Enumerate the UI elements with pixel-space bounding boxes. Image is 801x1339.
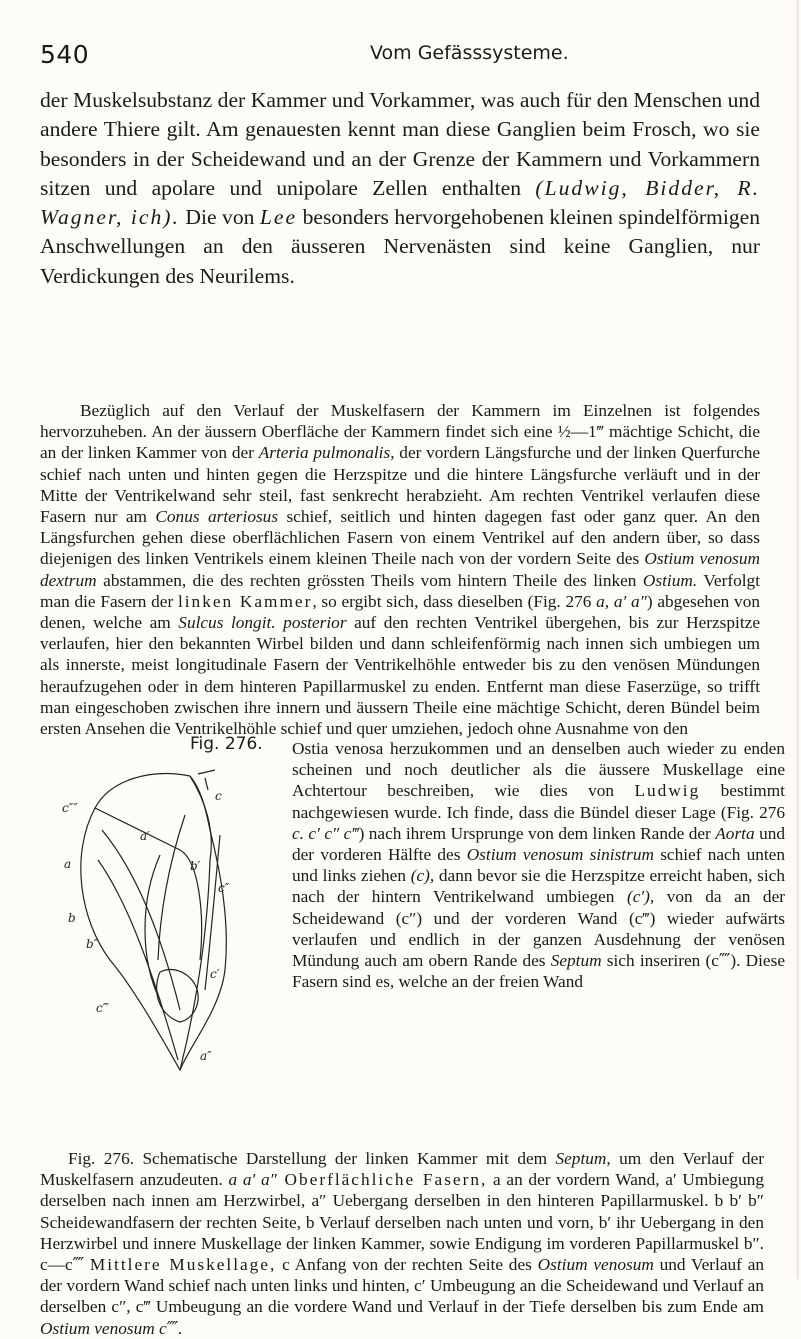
p2-text-6: , so ergibt sich, dass dieselben (Fig. 276 (312, 591, 597, 611)
page-edge (795, 0, 799, 1279)
p2-text-11: ) nach ihrem Ursprunge von dem linken Rande der (358, 823, 716, 843)
term-septum: Septum (550, 951, 602, 971)
fig-ref-c-single: (c), (410, 866, 435, 886)
diagram-outline (81, 770, 226, 1070)
term-sulcus: Sulcus longit. posterior (178, 613, 347, 633)
figure-label: Fig. 276. (190, 734, 263, 754)
author-lee: Lee (259, 205, 298, 230)
diagram-letters (62, 789, 230, 1063)
p2-text-13: schief nach unten und links ziehen (292, 845, 785, 886)
caption-ostium-venosum: Ostium venosum (537, 1255, 654, 1275)
fig-ref-a: a, a′ a″ (596, 591, 647, 611)
letter-a2: a″ (200, 1049, 212, 1063)
figure-caption (40, 1148, 764, 1339)
caption-ostium-end: Ostium venosum c⁗. (40, 1318, 183, 1338)
main-text-1: der Muskelsubstanz der Kammer und Vorkammer, was auch für den Menschen und andere Thiere gilt. Am genauesten kennt man diese Ganglien beim Frosch, wo sie besonders in der Scheidewand und an der Grenze der Kammern und Vorkammern sitzen und apolare und unipolare Zellen enthalten (40, 88, 760, 200)
letter-b2: b″ (86, 937, 99, 951)
p2-text-2: der vordern Längsfurche und der linken Querfurche schief nach unten und hinten gegen die Herzspitze und die hintere Längsfurche verläuft und in der Mitte der Ventrikelwand sehr steil, fast senkrecht herabzieht. Am rechten Ventrikel verlaufen diese Fasern nur am (40, 443, 760, 527)
letter-a1: a′ (140, 829, 150, 843)
p2-text-4: abstammen, die des rechten grössten Theils vom hintern Theile des linken (96, 570, 643, 590)
p2-text-10: bestimmt nachgewiesen wurde. Ich finde, dass die Bündel dieser Lage (Fig. 276 (292, 781, 785, 822)
p2-text-5: Verfolgt man die Fasern der (40, 570, 760, 611)
fig-ref-c1: (c′), (626, 887, 655, 907)
letter-c2: c″ (218, 881, 230, 895)
p2-text-12: und der vorderen Hälfte des (292, 823, 785, 865)
term-ostium-sinistrum: Ostium venosum sinistrum (466, 845, 654, 865)
letter-b: b (68, 911, 76, 925)
letter-b1: b′ (190, 859, 201, 873)
letter-c3: c‴ (96, 1001, 109, 1015)
p2-text-3: schief, seitlich und hinten dagegen fast oder ganz quer. An den Längsfurchen gehen diese oberflächlichen Fasern von einem Ventrikel auf den andern über, so dass diejenigen des linken Ventrikels einem kleinen Theile nach von der vordern Seite des (40, 507, 760, 569)
term-aorta: Aorta (715, 823, 755, 843)
author-ludwig: Ludwig (634, 781, 701, 801)
caption-text-5: und Verlauf an der vordern Wand schief nach unten links und hinten, c′ Umbeugung an die Scheidewand und Verlauf an derselben c″, c‴ Umbeugung an die vordere Wand und Verlauf in der Tiefe derselben bis zum Ende am (40, 1255, 765, 1317)
main-text-2: Die von (179, 205, 260, 230)
p2-text-9: herzukommen und an denselben auch wieder zu enden scheinen und noch deutlicher als die äussere Muskellage eine Achtertour beschreiben, wie dies von (292, 739, 785, 801)
term-linken-kammer: linken Kammer (177, 591, 313, 611)
caption-oberflaechliche: Oberflächliche Fasern, (276, 1170, 488, 1190)
term-conus-arteriosus: Conus arteriosus (155, 507, 279, 527)
p2-text-16: sich inseriren (c⁗). Diese Fasern sind es, welche an der freien Wand (292, 951, 785, 992)
fig-ref-c: c. c′ c″ c‴ (292, 823, 359, 843)
author-citation: (Ludwig, Bidder, R. Wagner, ich). (40, 175, 760, 230)
caption-septum: Septum, (555, 1149, 611, 1168)
letter-c4: c″″ (62, 801, 78, 815)
letter-c: c (215, 789, 222, 803)
term-arteria-pulmonalis: Arteria pulmonalis, (258, 443, 395, 463)
term-ostium-dextrum: Ostium venosum dextrum (40, 549, 760, 590)
caption-refs-a: a a′ a″ (228, 1170, 277, 1190)
caption-text-3: a an der vordern Wand, a′ Umbiegung derselben nach innen am Herzwirbel, a″ Uebergang derselben in den hinteren Papillarmuskel. b b′ b″ Scheidewandfasern der rechten Seite, b Verlauf derselben nach unten und vorn, b′ ihr Uebergang in den Herzwirbel und innere Muskellage der linken Kammer, sowie Endigung im vorderen Papillarmuskel b″. c—c⁗ (40, 1170, 765, 1275)
p2-text-8: auf den rechten Ventrikel übergehen, bis zur Herzspitze verlaufen, hier den bekannten Wirbel bilden und dann schleifenförmig nach innen sich umbiegen um als innerste, meist longitudinale Fasern der Ventrikelhöhle entweder bis zu den venösen Mündungen heraufzugehen oder in dem hinteren Papillarmuskel zu enden. Entfernt man diese Faserzüge, so trifft man eingeschoben zwischen ihre innern und äussern Theile eine mächtige Schicht, deren Bündel beim ersten Ansehen die Ventrikelhöhle schief und quer umziehen, jedoch ohne Ausnahme von den (40, 613, 760, 739)
p2-text-15: von da an der Scheidewand (c″) und der vorderen Wand (c‴) wieder aufwärts verlaufen und endlich in der ganzen Ausdehnung der venösen Mündung auch am obern Rande des (292, 887, 785, 971)
letter-a: a (64, 857, 72, 871)
figure-wrap (40, 734, 785, 1134)
letter-c1: c′ (210, 967, 220, 981)
caption-text-4: c Anfang von der rechten Seite des (276, 1255, 538, 1275)
page-number: 540 (40, 40, 90, 69)
caption-text-2: um den Verlauf der Muskelfasern anzudeuten. (40, 1149, 764, 1190)
term-ostia-venosa: Ostia venosa (292, 739, 384, 758)
main-paragraph (40, 86, 760, 291)
second-paragraph-top (40, 400, 760, 739)
figure-276 (40, 734, 292, 1134)
caption-mittlere: Mittlere Muskellage, (89, 1255, 277, 1275)
second-paragraph-wrap (292, 738, 785, 992)
running-title: Vom Gefässsysteme. (370, 42, 569, 64)
caption-text-1: Fig. 276. Schematische Darstellung der linken Kammer mit dem (68, 1149, 556, 1168)
heart-diagram (40, 760, 280, 1140)
main-text-3: besonders hervorgehobenen kleinen spindelförmigen Anschwellungen an den äusseren Nervenästen sind keine Ganglien, nur Verdickungen des Neurilems. (40, 205, 760, 288)
p2-text-1: Bezüglich auf den Verlauf der Muskelfasern der Kammern im Einzelnen ist folgendes hervorzuheben. An der äussern Oberfläche der Kammern findet sich eine ½—1‴ mächtige Schicht, die an der linken Kammer von der (40, 401, 760, 463)
term-ostium: Ostium. (642, 570, 698, 590)
p2-text-7: ) abgesehen von denen, welche am (40, 591, 760, 633)
p2-text-14: dann bevor sie die Herzspitze erreicht haben, sich nach der hintern Ventrikelwand umbiegen (292, 866, 785, 907)
